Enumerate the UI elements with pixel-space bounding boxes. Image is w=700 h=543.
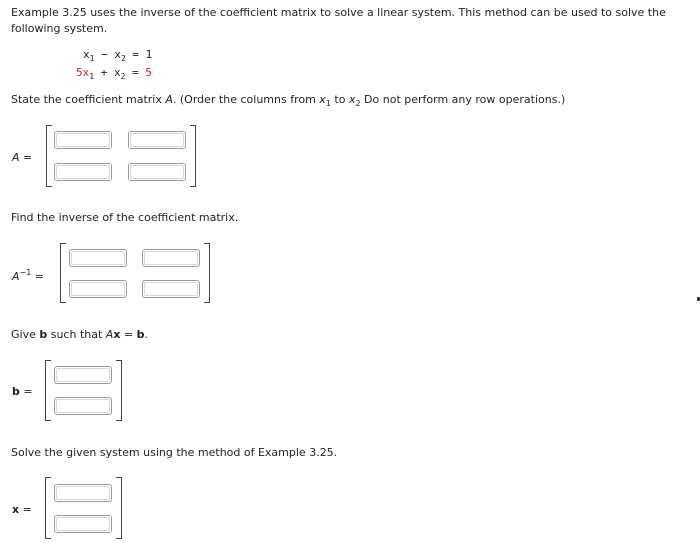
matrix-a-cell-11[interactable] bbox=[54, 131, 112, 149]
equation-2 bbox=[76, 66, 152, 81]
matrix-ainv-sup: −1 bbox=[19, 268, 32, 277]
matrix-a-label bbox=[12, 151, 32, 164]
matrix-a-cell-21[interactable] bbox=[54, 163, 112, 181]
eq1-var-x2: x bbox=[114, 48, 121, 61]
vector-x-var: x bbox=[12, 503, 20, 516]
question-inverse: Find the inverse of the coefficient matrix. bbox=[11, 211, 239, 224]
vector-x-cell-1[interactable] bbox=[54, 484, 112, 502]
q3-x: x bbox=[113, 328, 121, 341]
vector-b-right-bracket bbox=[116, 360, 122, 421]
eq1-equals: = bbox=[132, 48, 140, 61]
matrix-ainv-left-bracket bbox=[60, 243, 66, 303]
problem-intro: Example 3.25 uses the inverse of the coefficient matrix to solve a linear system. This method can be used to solve the following system. bbox=[11, 6, 666, 35]
vector-b-var: b bbox=[12, 385, 20, 398]
eq1-sub-1: 1 bbox=[89, 54, 95, 63]
q1-to-sub: 2 bbox=[355, 99, 361, 108]
q3-text-end: . bbox=[144, 328, 149, 341]
matrix-a-var: A bbox=[12, 151, 20, 164]
matrix-a-left-bracket bbox=[46, 125, 52, 187]
matrix-ainv-var: A bbox=[12, 270, 20, 283]
vector-b-cell-2[interactable] bbox=[54, 397, 112, 415]
q1-var: A bbox=[165, 93, 173, 106]
eq2-coef: 5x bbox=[76, 66, 90, 79]
vector-x-left-bracket bbox=[45, 477, 51, 539]
eq2-sub-2: 2 bbox=[120, 72, 126, 81]
eq2-sub-1: 1 bbox=[89, 72, 95, 81]
vector-b-cell-1[interactable] bbox=[54, 366, 112, 384]
q1-to-var: x bbox=[348, 93, 356, 106]
matrix-ainv-equals: = bbox=[34, 270, 45, 283]
matrix-ainv-cell-22[interactable] bbox=[142, 280, 200, 298]
q3-b2: b bbox=[136, 328, 145, 341]
q3-eq-text: = bbox=[120, 328, 137, 341]
eq1-sub-2: 2 bbox=[120, 54, 126, 63]
q1-from-sub: 1 bbox=[325, 99, 331, 108]
equation-1 bbox=[83, 48, 152, 63]
q3-a: A bbox=[105, 328, 114, 341]
q1-text-start: State the coefficient matrix bbox=[11, 93, 166, 106]
eq1-op: − bbox=[101, 48, 108, 61]
q3-text-start: Give bbox=[11, 328, 40, 341]
eq2-equals: = bbox=[132, 66, 139, 79]
q1-text-end: Do not perform any row operations.) bbox=[360, 93, 566, 106]
q3-b1: b bbox=[39, 328, 48, 341]
q1-to-text: to bbox=[330, 93, 349, 106]
vector-b-label bbox=[12, 385, 33, 398]
matrix-ainv-right-bracket bbox=[204, 243, 210, 303]
matrix-a-cell-12[interactable] bbox=[128, 131, 186, 149]
vector-x-right-bracket bbox=[116, 477, 122, 539]
matrix-a-right-bracket bbox=[190, 125, 196, 187]
vector-x-label bbox=[12, 503, 32, 516]
question-solve-system: Solve the given system using the method of Example 3.25. bbox=[11, 446, 338, 459]
vector-b-left-bracket bbox=[45, 360, 51, 421]
question-coefficient-matrix bbox=[11, 93, 565, 108]
eq2-rhs: 5 bbox=[145, 66, 152, 79]
eq2-op: + bbox=[100, 66, 108, 79]
matrix-ainv-cell-21[interactable] bbox=[69, 280, 127, 298]
eq2-var-x2: x bbox=[113, 66, 121, 79]
q3-text-mid: such that bbox=[47, 328, 106, 341]
vector-b-equals: = bbox=[23, 385, 33, 398]
matrix-a-equals: = bbox=[23, 151, 33, 164]
vector-x-cell-2[interactable] bbox=[54, 515, 112, 533]
eq1-var-x: x bbox=[83, 48, 90, 61]
question-give-b bbox=[11, 328, 148, 341]
matrix-a-cell-22[interactable] bbox=[128, 163, 186, 181]
matrix-ainv-cell-12[interactable] bbox=[142, 249, 200, 267]
matrix-ainv-cell-11[interactable] bbox=[69, 249, 127, 267]
q1-text-mid: . (Order the columns from bbox=[172, 93, 320, 106]
matrix-ainv-label bbox=[12, 268, 44, 283]
q1-from-var: x bbox=[319, 93, 326, 106]
eq1-rhs: 1 bbox=[145, 48, 153, 61]
vector-x-equals: = bbox=[22, 503, 32, 516]
